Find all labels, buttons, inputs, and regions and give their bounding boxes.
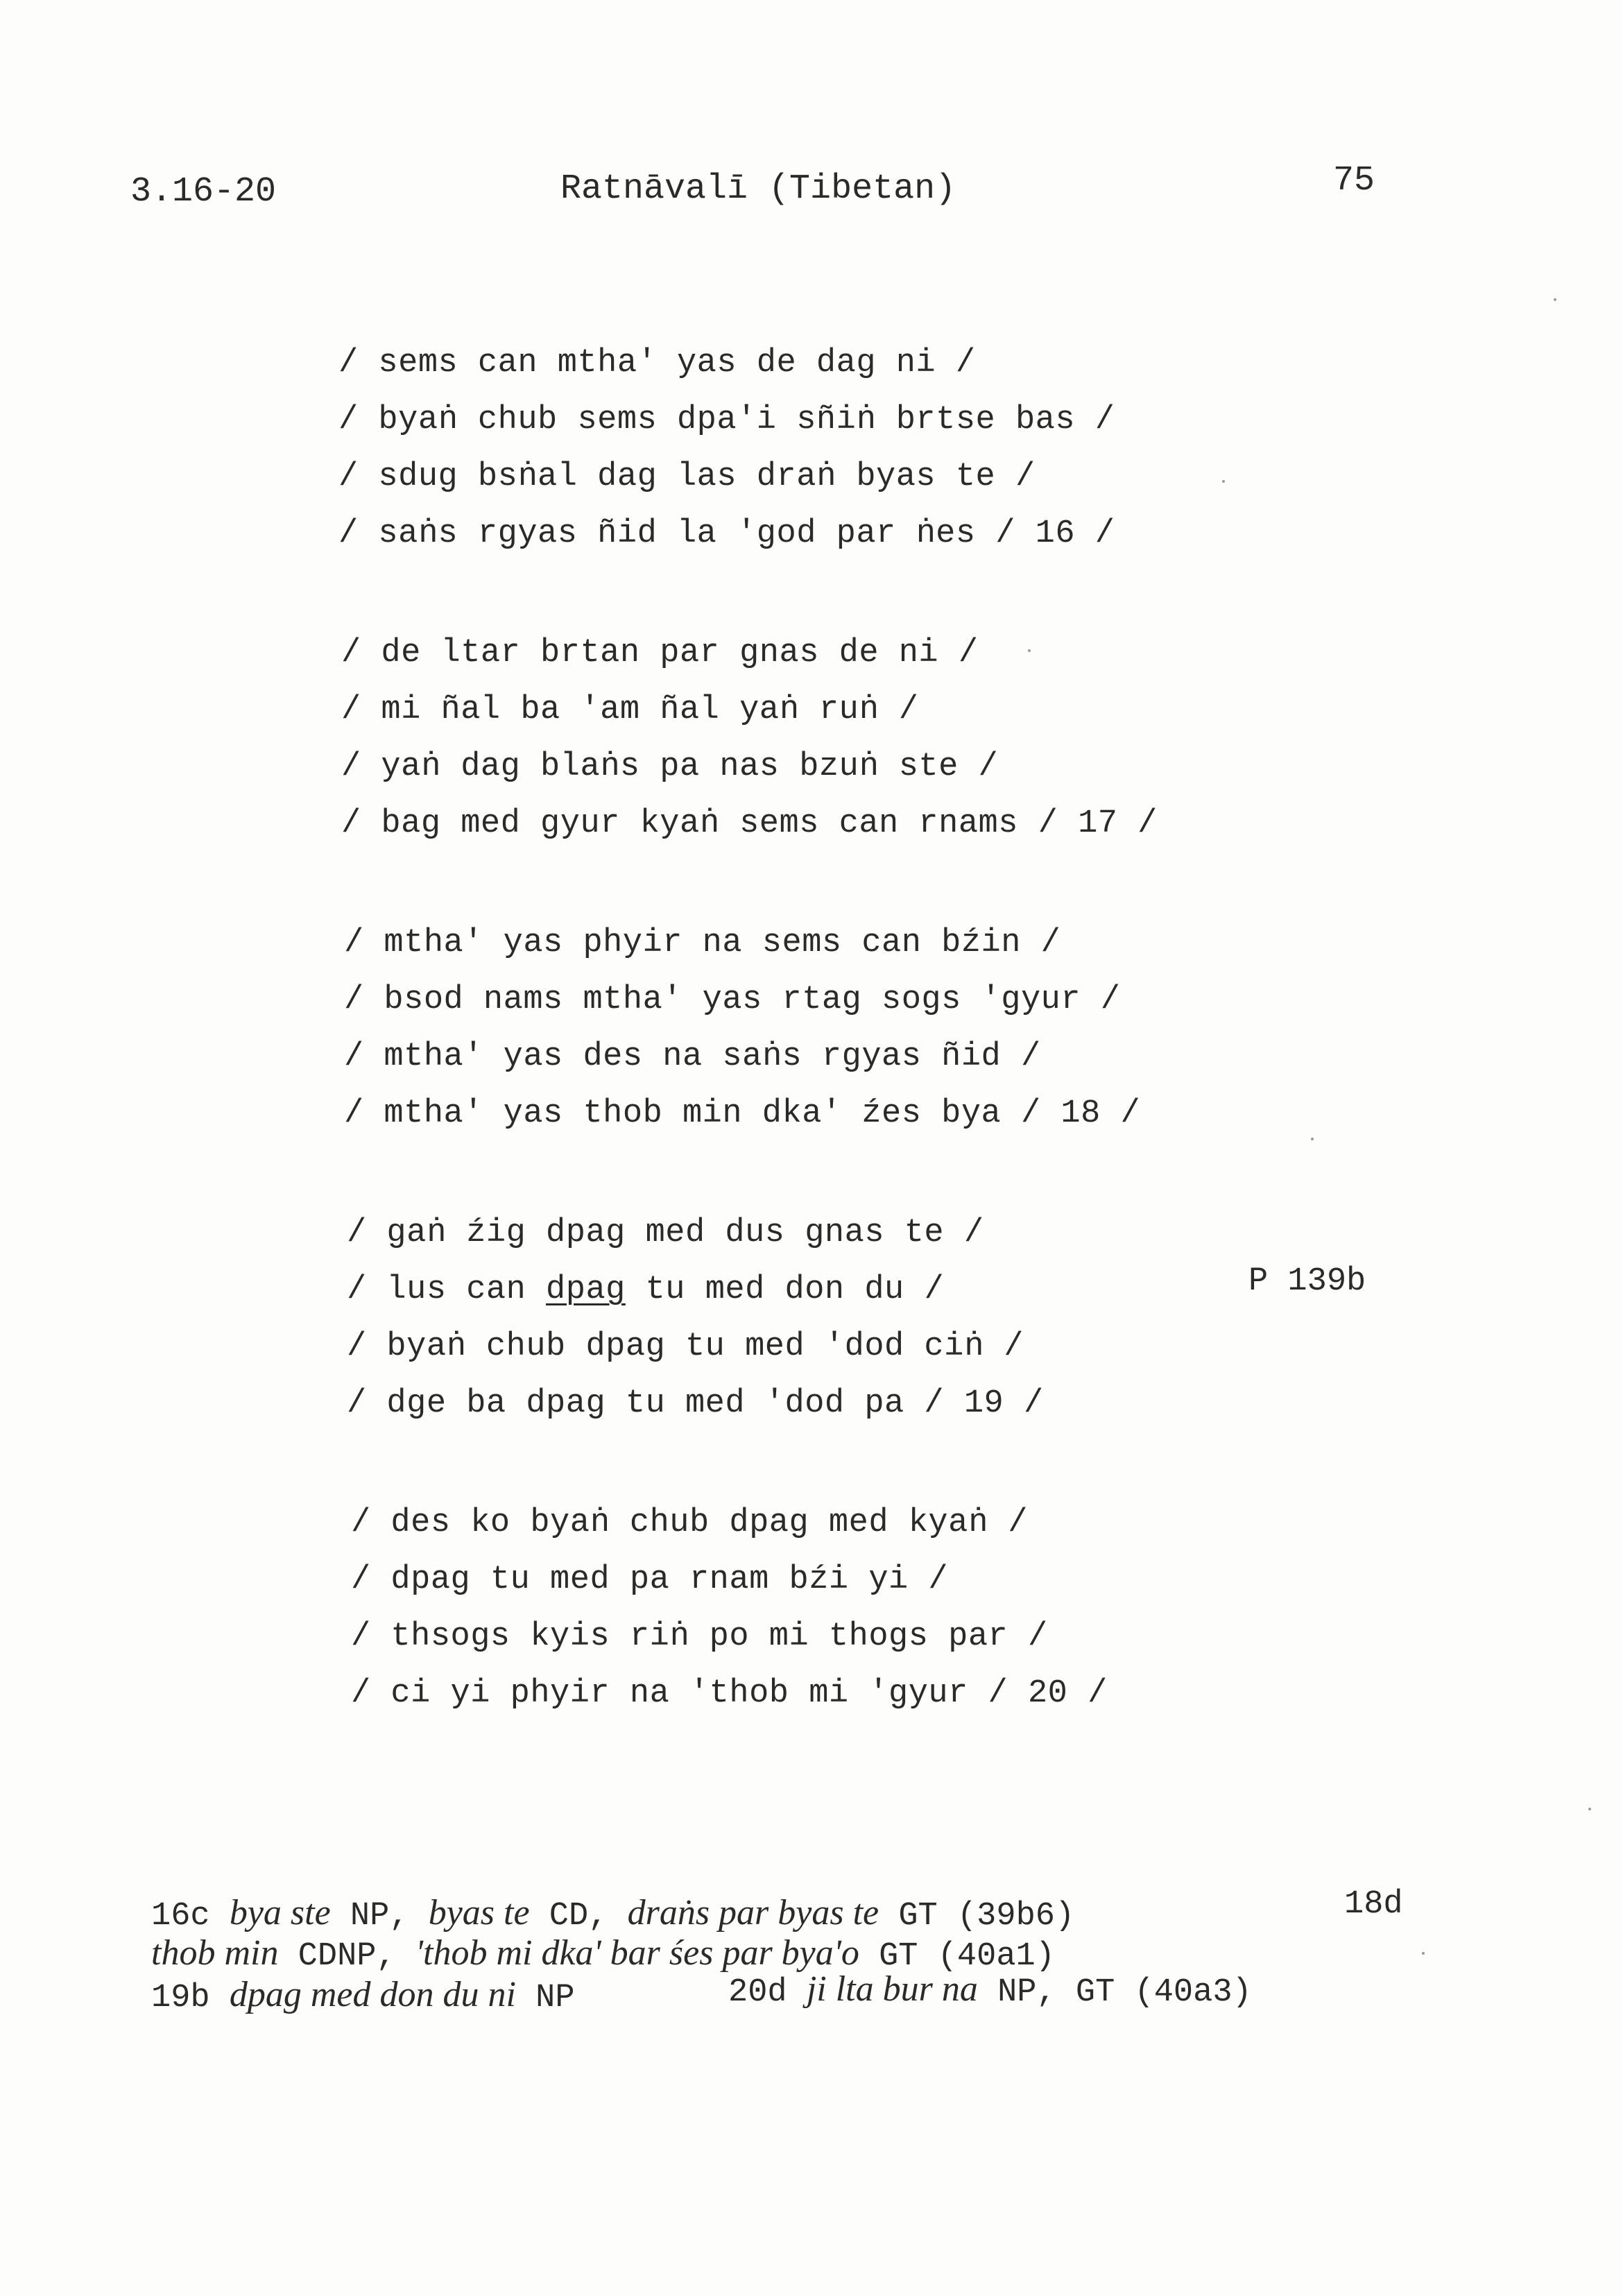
scan-speck	[1422, 1952, 1425, 1955]
scan-speck	[1222, 480, 1225, 483]
witness-sigla: NP, GT (40a3)	[977, 1974, 1252, 2011]
scan-speck	[1028, 649, 1031, 652]
note-label: 20d	[728, 1974, 807, 2011]
note-label: 19b	[151, 1980, 230, 2016]
verse-line: / des ko byaṅ chub dpag med kyaṅ /	[351, 1505, 1028, 1541]
variant-reading: byas te	[428, 1893, 530, 1933]
note-label: 16c	[151, 1898, 230, 1935]
verse-line: / thsogs kyis riṅ po mi thogs par /	[351, 1618, 1048, 1655]
witness-sigla: CD,	[529, 1898, 628, 1935]
note-line-2	[151, 1935, 1055, 1973]
verse-line: / mtha' yas des na saṅs rgyas ñid /	[344, 1038, 1041, 1075]
witness-sigla: NP	[515, 1980, 575, 2016]
note-line-1	[151, 1895, 1074, 1933]
note-line-3	[151, 1977, 575, 2014]
note-line-20d	[728, 1971, 1252, 2009]
verse-line: / mtha' yas phyir na sems can bźin /	[344, 925, 1061, 961]
verse-line: / sdug bsṅal dag las draṅ byas te /	[338, 459, 1036, 495]
note-label-18d: 18d	[1344, 1886, 1403, 1923]
witness-sigla: GT (40a1)	[859, 1938, 1055, 1975]
variant-reading: bya ste	[229, 1893, 331, 1933]
witness-sigla: NP,	[330, 1898, 429, 1935]
verse-line: / sems can mtha' yas de dag ni /	[338, 345, 976, 382]
variant-reading: draṅs par byas te	[627, 1893, 879, 1933]
verse-line: / de ltar brtan par gnas de ni /	[341, 635, 979, 671]
witness-sigla: GT (39b6)	[879, 1898, 1075, 1935]
verse-line: / mtha' yas thob min dka' źes bya / 18 /	[344, 1095, 1141, 1132]
section-reference: 3.16-20	[130, 172, 277, 212]
verse-line: / dpag tu med pa rnam bźi yi /	[351, 1561, 949, 1598]
scan-speck	[1311, 1138, 1314, 1140]
variant-reading: thob min	[151, 1933, 279, 1973]
variant-reading: 'thob mi dka' bar śes par bya'o	[415, 1933, 859, 1973]
witness-sigla: CDNP,	[278, 1938, 415, 1975]
scan-speck	[1588, 1808, 1591, 1810]
verse-line: / byaṅ chub dpag tu med 'dod ciṅ /	[347, 1328, 1024, 1365]
underlined-word: dpag	[546, 1271, 626, 1308]
verse-line: / dge ba dpag tu med 'dod pa / 19 /	[347, 1385, 1044, 1422]
verse-line: / yaṅ dag blaṅs pa nas bzuṅ ste /	[341, 748, 999, 785]
text-before-underline: / lus can	[347, 1271, 547, 1308]
verse-line: / gaṅ źig dpag med dus gnas te /	[347, 1215, 984, 1251]
verse-line: / saṅs rgyas ñid la 'god par ṅes / 16 /	[338, 515, 1115, 552]
page-number: 75	[1333, 161, 1375, 200]
margin-folio-reference: P 139b	[1248, 1263, 1366, 1300]
verse-line: / bag med gyur kyaṅ sems can rnams / 17 /	[341, 805, 1158, 842]
variant-reading: ji lta bur na	[806, 1969, 978, 2009]
verse-line: / byaṅ chub sems dpa'i sñiṅ brtse bas /	[338, 402, 1115, 438]
scan-speck	[1554, 298, 1556, 301]
text-after-underline: tu med don du /	[625, 1271, 945, 1308]
verse-line: / mi ñal ba 'am ñal yaṅ ruṅ /	[341, 692, 919, 728]
verse-line-underlined	[347, 1271, 945, 1308]
variant-reading: dpag med don du ni	[229, 1975, 516, 2014]
verse-line: / ci yi phyir na 'thob mi 'gyur / 20 /	[351, 1675, 1108, 1712]
running-title: Ratnāvalī (Tibetan)	[560, 169, 956, 209]
verse-line: / bsod nams mtha' yas rtag sogs 'gyur /	[344, 982, 1121, 1018]
